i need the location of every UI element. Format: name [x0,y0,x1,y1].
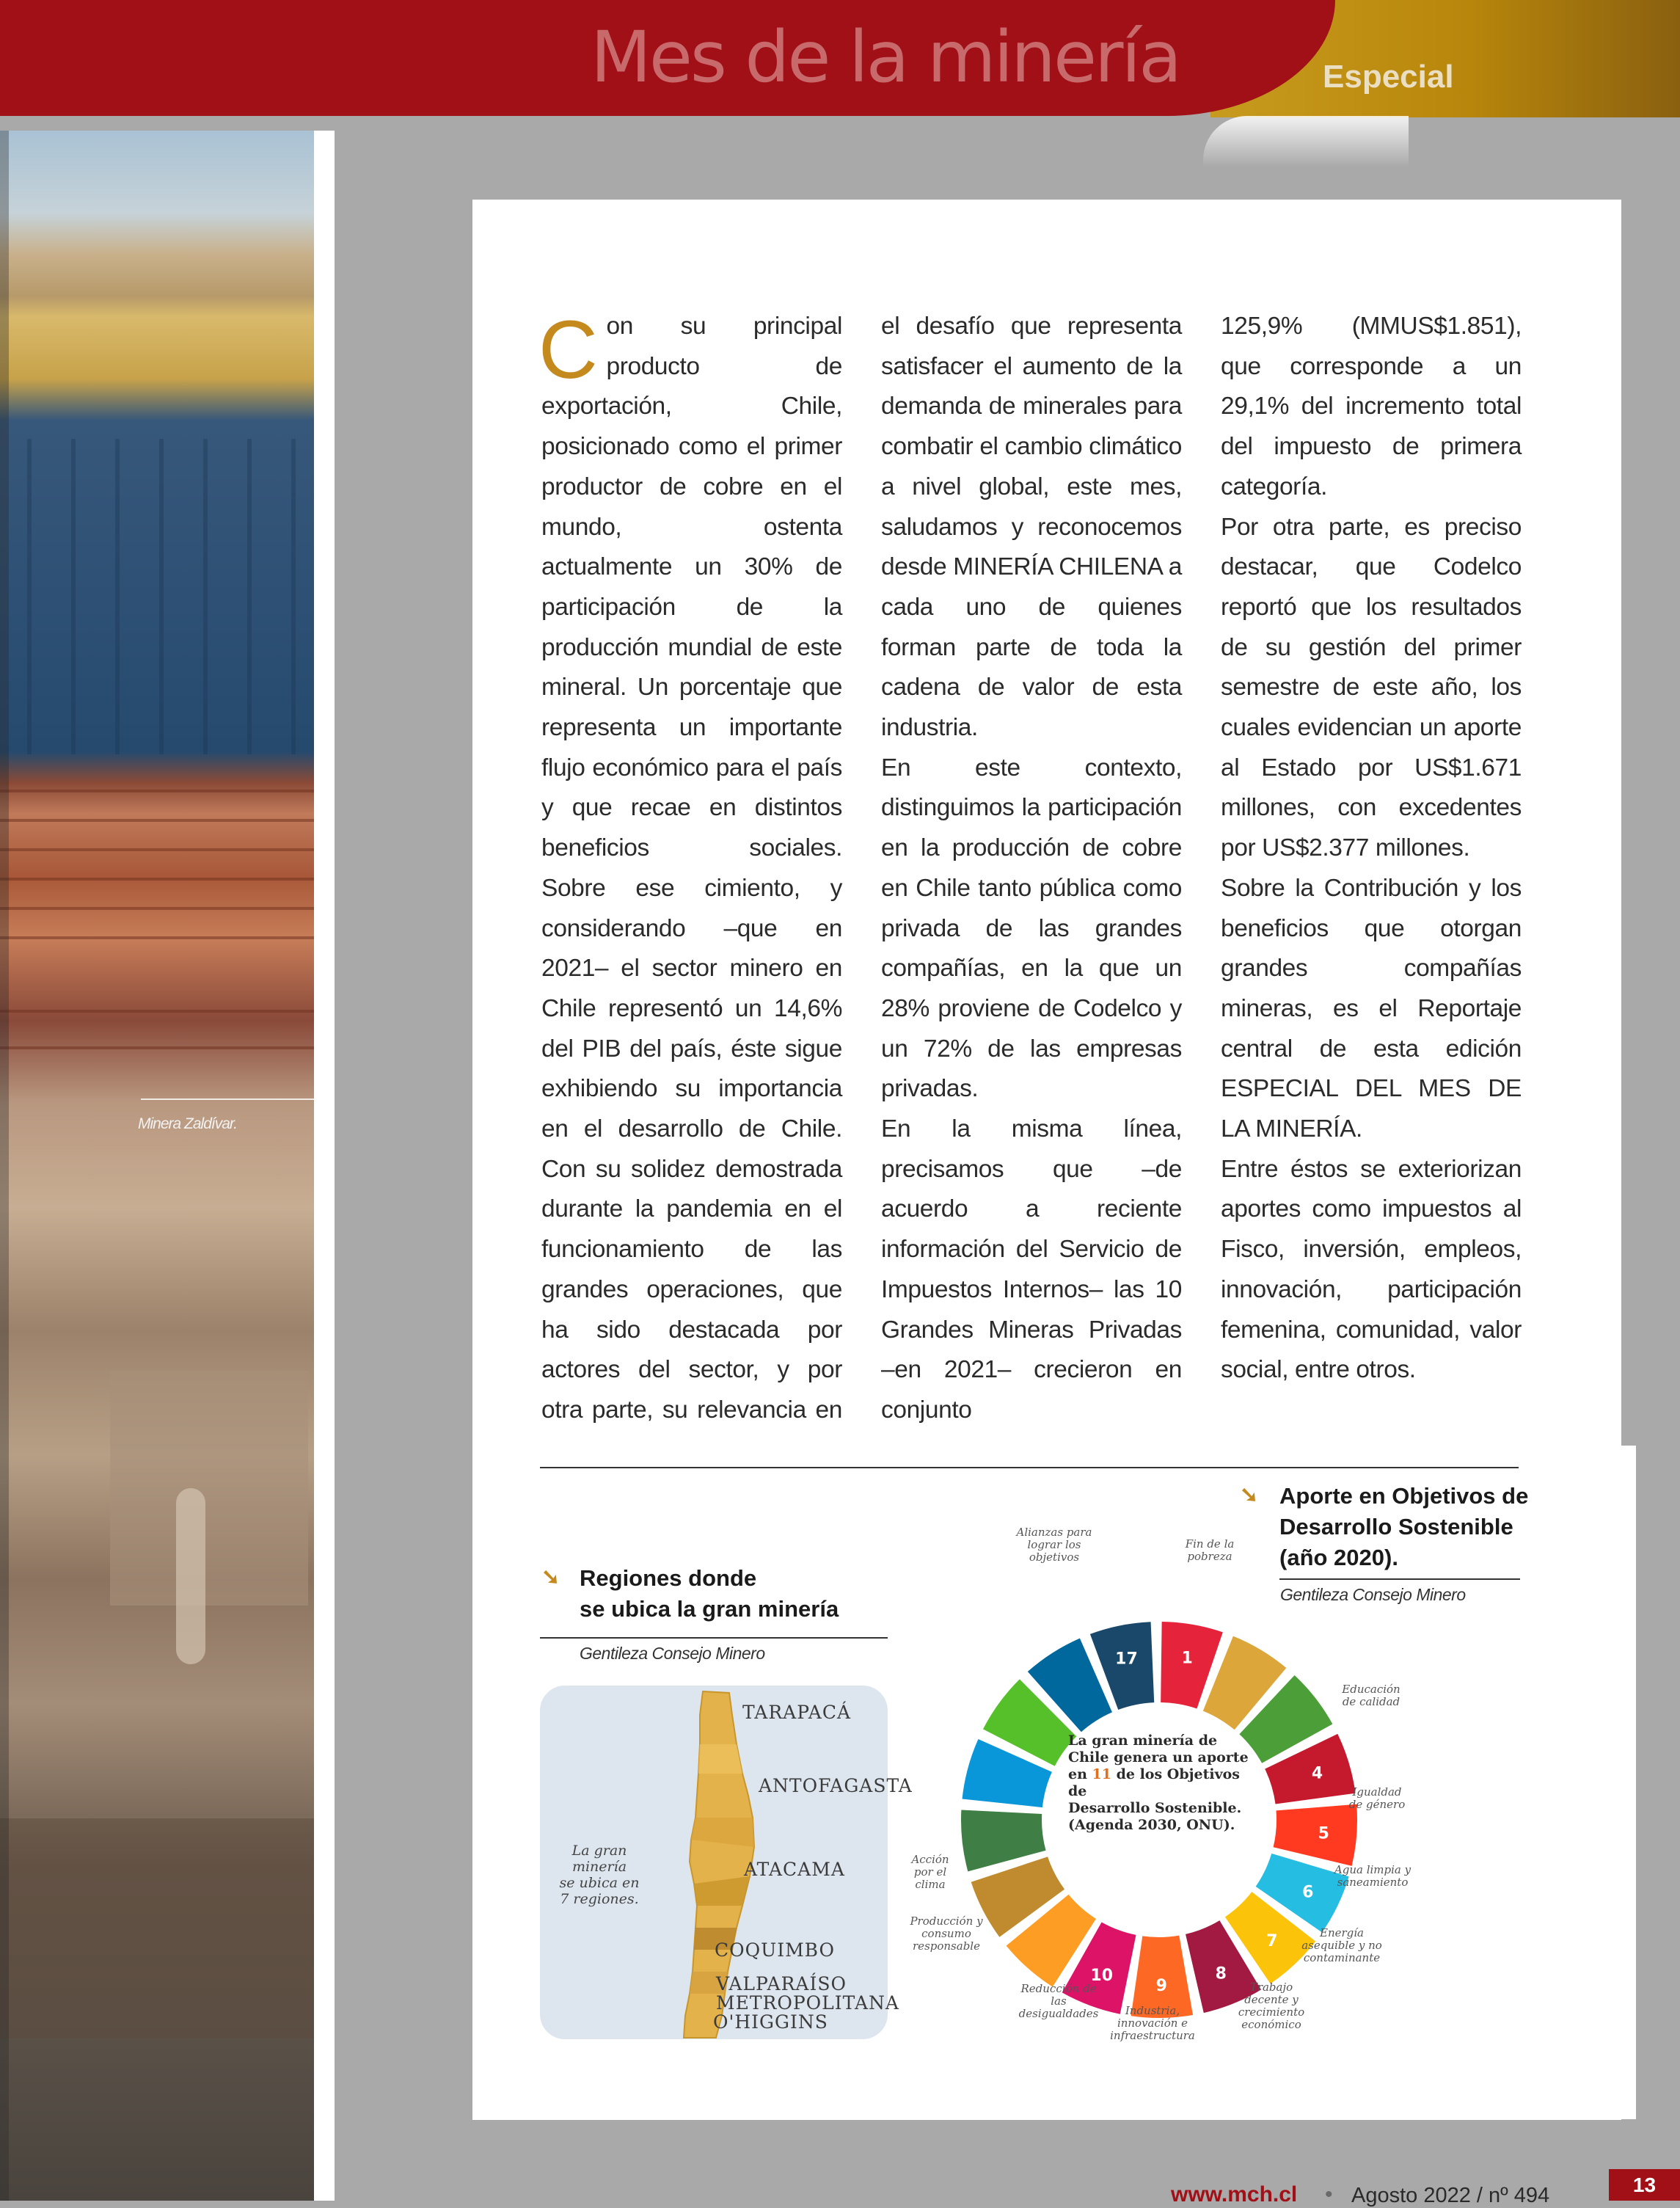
regions-title [580,1563,839,1625]
paragraph: Sobre ese cimiento, y considerando –que en 2021– el sector minero en Chile representó un 14,6% del PIB del país, éste sigue exhibiendo su importancia en el desarrollo de Chile. [541,874,842,1143]
map-note-line: La gran minería [571,1843,627,1875]
paragraph: on su principal producto de exportación, Chile, posicionado como el primer productor de cobre en el mundo, ostenta actualmente un 30% de participación de la producción mundial de este mineral. Un porcentaje que representa un importante flujo económico para el país y que recae en distintos beneficios sociales. [541,313,842,862]
regions-title-line: Regiones donde [580,1565,757,1591]
regions-credit: Gentileza Consejo Minero [580,1644,765,1663]
wheel-center-text [1068,1732,1252,1834]
map-note-line: se ubica en [559,1875,640,1891]
paragraph: En este contexto, distinguimos la participación en la producción de cobre en Chile tanto pública como privada de las grandes compañías, en la que un 28% proviene de Codelco y un 72% de las empresas privadas. [881,754,1182,1103]
page-number: 13 [1632,2174,1657,2196]
footer-issue: Agosto 2022 / nº 494 [1351,2184,1550,2207]
section-title: Mes de la minería [591,16,1180,98]
wheel-center-line [1068,1766,1252,1800]
sdg-note: Reducción de las desigualdades [1018,1982,1099,2020]
sdg-number: 4 [1311,1764,1323,1783]
wheel-center-post: de los Objetivos de [1068,1766,1240,1799]
paragraph: Por otra parte, es preciso destacar, que Codelco reportó que los resultados de su gestión del primer semestre de este año, los cuales evidencian un aporte al Estado por US$1.671 millones, con excedentes por US$2.377 millones. [1221,513,1522,862]
wheel-center-line: (Agenda 2030, ONU). [1068,1817,1235,1833]
wheel-center-pre: en [1068,1766,1092,1782]
sdg-title-line: (año 2020). [1279,1545,1398,1570]
region-label: VALPARAÍSO [716,1973,847,1994]
sdg-number: 9 [1155,1976,1167,1995]
paragraph: Sobre la Contribución y los beneficios que otorgan grandes compañías mineras, es el Reportaje central de esta edición ESPECIAL DEL MES DE LA MINERÍA. [1221,874,1522,1143]
sdg-note: Energía asequible y no contaminante [1301,1926,1382,1964]
sdg-note: Producción y consumo responsable [910,1914,983,1953]
section-divider [540,1467,1519,1468]
article-column-2 [881,307,1182,1431]
map-note-line: 7 regiones. [560,1891,639,1907]
footer-url[interactable]: www.mch.cl [1171,2182,1298,2207]
chile-map [540,1686,913,2039]
photo-edge [314,131,335,2201]
region-label: METROPOLITANA [716,1992,899,2014]
region-label: O'HIGGINS [713,2011,828,2033]
photo-frame [0,131,9,2201]
paragraph: Con su solidez demostrada durante la pandemia en el funcionamiento de las grandes operaciones, que ha sido destacada por actores del sector, y por otra parte, su relevancia en [541,1155,842,1424]
sdg-title-line: Desarrollo Sostenible [1279,1514,1513,1540]
arrow-icon: ➘ [1240,1483,1259,1507]
header-shadow [1203,116,1409,167]
photo-shapes [0,131,323,2201]
regions-title-line: se ubica la gran minería [580,1596,839,1622]
article-column-3 [1221,307,1522,1391]
sdg-number: 1 [1181,1649,1193,1668]
arrow-icon: ➘ [541,1565,560,1589]
mine-photo [0,131,323,2201]
sdg-note: Fin de la pobreza [1185,1537,1235,1563]
footer-dot: • [1325,2182,1333,2207]
sdg-number: 8 [1215,1964,1227,1983]
region-label: COQUIMBO [715,1939,835,1961]
sdg-credit: Gentileza Consejo Minero [1280,1585,1466,1604]
sdg-number: 5 [1318,1824,1329,1843]
sdg-tile-g5 [1274,1804,1357,1866]
paragraph: Entre éstos se exteriorizan aportes como impuestos al Fisco, inversión, empleos, innovación, participación femenina, comunidad, valor social, entre otros. [1221,1155,1522,1384]
regions-rule [540,1637,888,1639]
sdg-title-line: Aporte en Objetivos de [1279,1483,1529,1509]
sdg-note: Educación de calidad [1342,1683,1400,1708]
caption-rule [141,1098,314,1100]
paragraph: 125,9% (MMUS$1.851), que corresponde a un 29,1% del incremento total del impuesto de primera categoría. [1221,313,1522,500]
paragraph: En la misma línea, precisamos que –de acuerdo a reciente información del Servicio de Impuestos Internos– las 10 Grandes Mineras Privadas –en 2021– crecieron en conjunto [881,1115,1182,1424]
region-label: TARAPACÁ [742,1702,852,1723]
wheel-center-line: Chile genera un aporte [1068,1749,1249,1766]
section-tag: Especial [1323,59,1454,95]
sdg-note: Agua limpia y saneamiento [1334,1863,1411,1889]
article-column-1 [538,304,842,1431]
sdg-number: 17 [1115,1650,1138,1669]
wheel-center-line: La gran minería de [1068,1732,1218,1749]
photo-caption: Minera Zaldívar. [138,1115,237,1132]
sdg-note: Industria, innovación e infraestructura [1110,2004,1195,2042]
wheel-center-number: 11 [1092,1766,1111,1782]
sdg-note: Acción por el clima [911,1853,949,1891]
sdg-note: Igualdad de género [1348,1785,1406,1811]
map-note [544,1843,654,1907]
sdg-note: Alianzas para lograr los objetivos [1016,1526,1092,1564]
page-header [0,0,1680,117]
paragraph: el desafío que representa satisfacer el aumento de la demanda de minerales para combatir el cambio climático a nivel global, este mes, saludamos y reconocemos desde MINERÍA CHILENA a cada uno de quienes forman parte de toda la cadena de valor de esta industria. [881,313,1182,742]
sdg-number: 6 [1302,1883,1314,1902]
sdg-number: 7 [1266,1932,1278,1951]
region-label: ATACAMA [744,1859,845,1880]
wheel-center-line: Desarrollo Sostenible. [1068,1800,1242,1816]
region-label: ANTOFAGASTA [759,1775,913,1796]
sdg-note: Trabajo decente y crecimiento económico [1238,1981,1305,2031]
sdg-number: 10 [1090,1966,1114,1985]
drop-cap: C [538,304,598,396]
